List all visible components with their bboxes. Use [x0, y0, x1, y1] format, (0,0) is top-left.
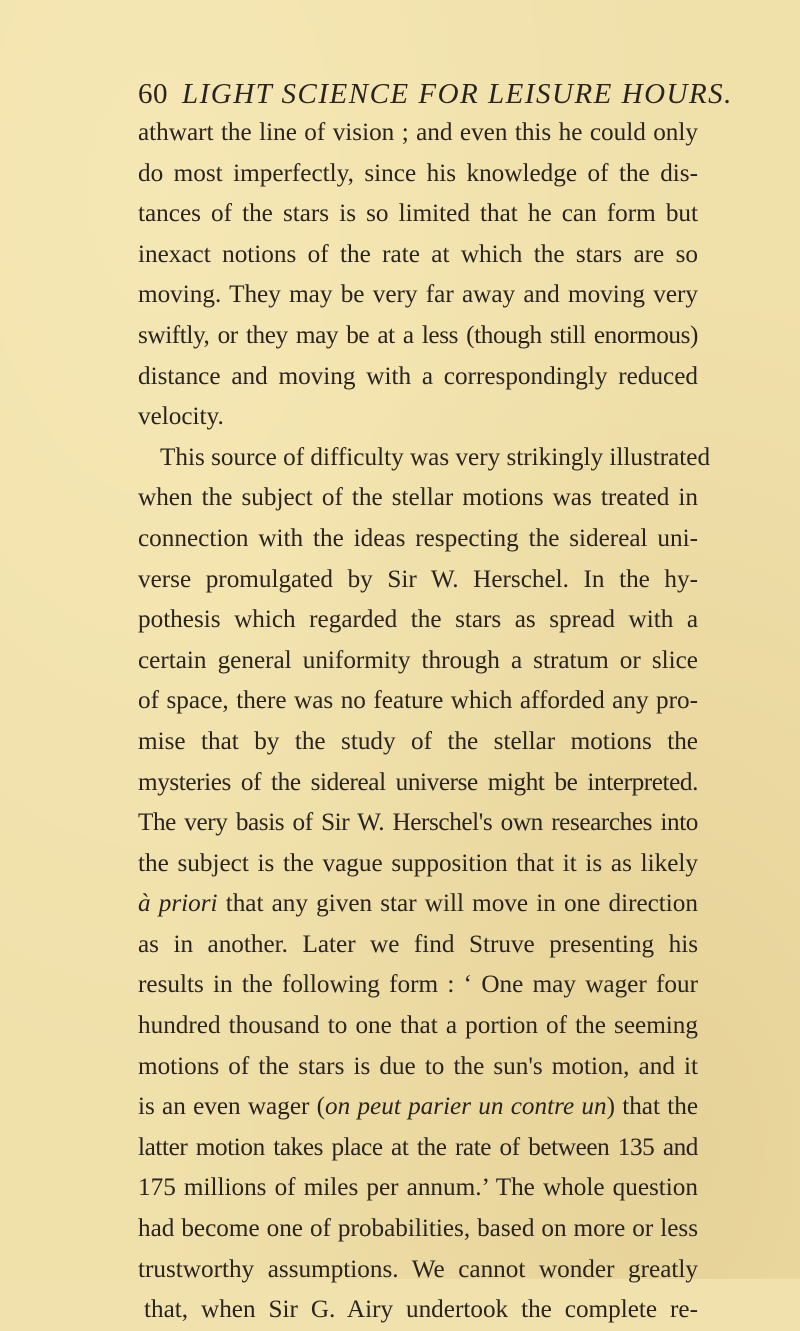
italic-phrase: on peut parier un contre un [325, 1093, 607, 1121]
text-line: tances of the stars is so limited that he can form but [138, 200, 698, 228]
text-line: certain general uniformity through a stratum or slice [138, 646, 698, 674]
text-line: This source of difficulty was very strikingly illustrated [160, 443, 711, 471]
text-line: as in another. Later we find Struve presenting his [138, 930, 698, 958]
text-line: do most imperfectly, since his knowledge of the dis- [138, 159, 698, 187]
text-line: The very basis of Sir W. Herschel's own researches into [138, 809, 698, 837]
text-line: of space, there was no feature which afforded any pro- [138, 687, 698, 715]
text-line: mysteries of the sidereal universe might be interpreted. [138, 768, 698, 796]
text-line: trustworthy assumptions. We cannot wonder greatly [138, 1255, 698, 1283]
text-line: motions of the stars is due to the sun's motion, and it [138, 1052, 698, 1080]
line-segment: that any given star will move in one direction [217, 890, 698, 918]
text-line: verse promulgated by Sir W. Herschel. In the hy- [138, 565, 698, 593]
text-line: that, when Sir G. Airy undertook the complete re- [144, 1296, 698, 1324]
text-line: moving. They may be very far away and moving very [138, 281, 698, 309]
text-line: velocity. [138, 403, 224, 431]
text-line: 175 millions of miles per annum.’ The whole question [138, 1174, 698, 1202]
page-header [138, 74, 733, 114]
text-line: the subject is the vague supposition that it is as likely [138, 849, 698, 877]
line-segment: ) that the [606, 1093, 698, 1121]
text-line: athwart the line of vision ; and even this he could only [138, 119, 698, 146]
text-line: results in the following form : ‘ One may wager four [138, 971, 698, 999]
page-number: 60 [138, 78, 168, 110]
text-line: pothesis which regarded the stars as spread with a [138, 606, 698, 634]
text-line: connection with the ideas respecting the sidereal uni- [138, 524, 698, 552]
running-title: LIGHT SCIENCE FOR LEISURE HOURS. [182, 78, 733, 110]
text-line: mise that by the study of the stellar motions the [138, 727, 698, 755]
text-line: inexact notions of the rate at which the stars are so [138, 240, 698, 268]
body-text [138, 113, 711, 1331]
text-line: when the subject of the stellar motions was treated in [138, 484, 698, 512]
text-line: had become one of probabilities, based on more or less [138, 1215, 698, 1243]
text-line: distance and moving with a correspondingly reduced [138, 362, 698, 390]
text-line: hundred thousand to one that a portion of the seeming [138, 1012, 698, 1040]
text-line [138, 1087, 698, 1128]
line-segment: is an even wager ( [138, 1093, 326, 1121]
text-line [138, 884, 698, 925]
italic-phrase: à priori [138, 890, 218, 918]
text-line: swiftly, or they may be at a less (though still enormous) [138, 321, 698, 349]
text-line: latter motion takes place at the rate of between 135 and [138, 1133, 698, 1161]
